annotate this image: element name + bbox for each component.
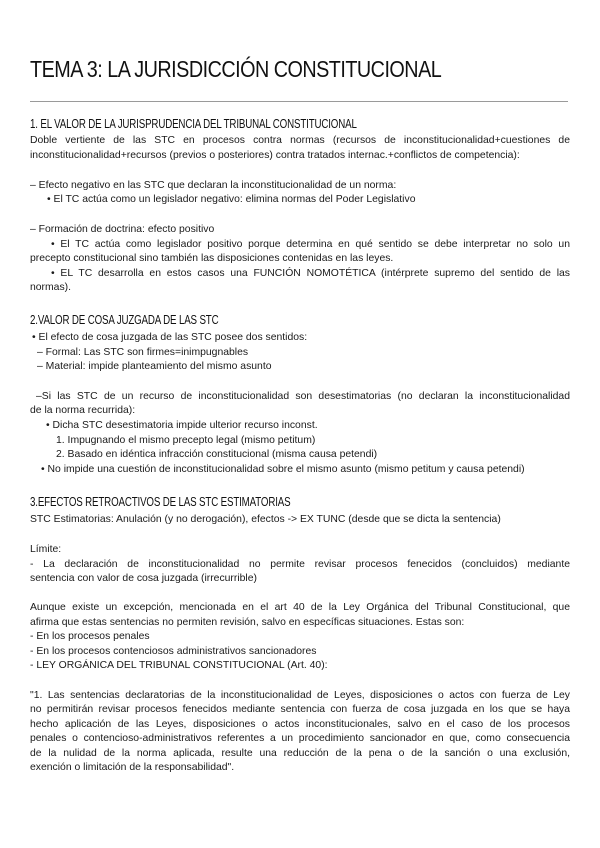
s3-list-item-2: - En los procesos contenciosos administrativos sancionadores — [30, 646, 317, 657]
page-title: TEMA 3: LA JURISDICCIÓN CONSTITUCIONAL — [30, 56, 442, 82]
s1-doctrine-bullet-1-line-2: precepto constitucional sino también las disposiciones contenidas en las leyes. — [30, 253, 394, 264]
s3-quote-line-5: de la nulidad de la norma aplicada, resulte una reducción de la pena o de la sanción o una exclusión, — [30, 748, 570, 759]
section-3-heading: 3.EFECTOS RETROACTIVOS DE LAS STC ESTIMATORIAS — [30, 495, 291, 509]
s3-aunque-line-1: Aunque existe un excepción, mencionada en el art 40 de la Ley Orgánica del Tribunal Constitucional, que — [30, 602, 570, 613]
s1-negative-bullet: • El TC actúa como un legislador negativo: elimina normas del Poder Legislativo — [47, 194, 416, 205]
s1-doctrine-bullet-2-line-1: • EL TC desarrolla en estos casos una FUNCIÓN NOMOTÉTICA (intérprete supremo del sentido de las — [51, 268, 570, 279]
s1-doctrine-bullet-1-line-1: • El TC actúa como legislador positivo porque determina en qué sentido se debe interpretar no solo un — [51, 239, 570, 250]
s2-si-line-1: –Si las STC de un recurso de inconstitucionalidad son desestimatorias (no declaran la inconstitucionalidad — [36, 391, 570, 402]
s3-quote-line-1: "1. Las sentencias declaratorias de la inconstitucionalidad de Leyes, disposiciones o actos con fuerza de Ley — [30, 690, 570, 701]
s2-bullet-1: • El efecto de cosa juzgada de las STC posee dos sentidos: — [32, 332, 308, 343]
s1-doctrine: – Formación de doctrina: efecto positivo — [30, 224, 215, 235]
s3-quote-line-4: penales o contencioso-administrativos referentes a un procedimiento sancionador en que, como consecuencia — [30, 733, 570, 744]
s2-formal: – Formal: Las STC son firmes=inimpugnables — [37, 347, 249, 358]
s2-numbered-1: 1. Impugnando el mismo precepto legal (mismo petitum) — [56, 435, 316, 446]
s3-limite-line-2: sentencia con valor de cosa juzgada (irrecurrible) — [30, 573, 257, 584]
section-1-heading: 1. EL VALOR DE LA JURISPRUDENCIA DEL TRIBUNAL CONSTITUCIONAL — [30, 117, 357, 131]
s3-limite-line-1: - La declaración de inconstitucionalidad no permite revisar procesos fenecidos (concluidos) mediante — [30, 559, 570, 570]
s1-doctrine-bullet-2-line-2: normas). — [30, 282, 71, 293]
s3-quote-line-6: exención o limitación de la responsabilidad". — [30, 762, 235, 773]
s3-quote-line-2: no permitirán revisar procesos fenecidos mediante sentencia con fuerza de cosa juzgada en los que se haya — [30, 704, 570, 715]
s3-limite-label: Límite: — [30, 544, 62, 555]
s2-no-impide: • No impide una cuestión de inconstitucionalidad sobre el mismo asunto (mismo petitum y causa petendi) — [41, 464, 525, 475]
s1-intro-line-2: inconstitucionalidad+recursos (previos o posteriores) contra tratados internac.+conflictos de competencia): — [30, 150, 520, 161]
section-2-heading: 2.VALOR DE COSA JUZGADA DE LAS STC — [30, 313, 219, 327]
s3-list-item-3: - LEY ORGÁNICA DEL TRIBUNAL CONSTITUCIONAL (Art. 40): — [30, 660, 328, 671]
s3-quote-line-3: hecho aplicación de las Leyes, disposiciones o actos inconstitucionales, salvo en el caso de los procesos — [30, 719, 570, 730]
s1-negative-effect: – Efecto negativo en las STC que declaran la inconstitucionalidad de un norma: — [30, 180, 397, 191]
s2-dicha: • Dicha STC desestimatoria impide ulterior recurso inconst. — [46, 420, 318, 431]
s2-numbered-2: 2. Basado en idéntica infracción constitucional (misma causa petendi) — [56, 449, 378, 460]
s3-estimatorias: STC Estimatorias: Anulación (y no derogación), efectos -> EX TUNC (desde que se dicta la sentencia) — [30, 514, 501, 525]
s1-intro-line-1: Doble vertiente de las STC en procesos contra normas (recursos de inconstitucionalidad+cuestiones de — [30, 135, 570, 146]
s3-list-item-1: - En los procesos penales — [30, 631, 150, 642]
s2-material: – Material: impide planteamiento del mismo asunto — [37, 361, 272, 372]
s3-aunque-line-2: afirma que estas sentencias no permiten revisión, salvo en específicas situaciones. Estas son: — [30, 617, 465, 628]
title-divider — [30, 101, 568, 102]
s2-si-line-2: de la norma recurrida): — [30, 405, 136, 416]
